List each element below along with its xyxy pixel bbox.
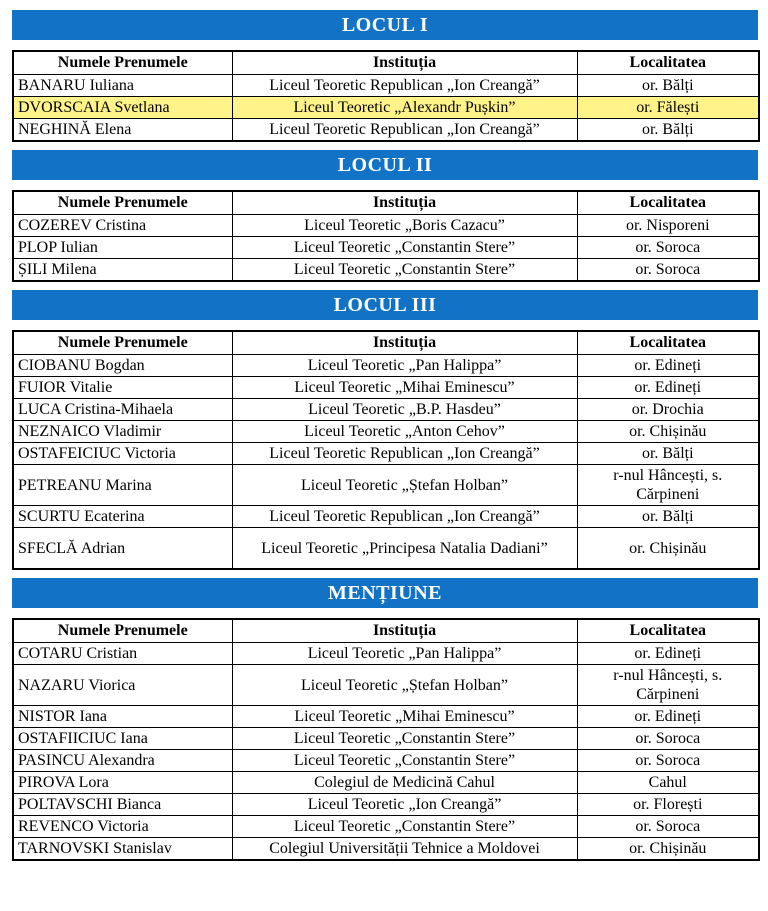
cell-name: PLOP Iulian (13, 237, 232, 259)
table-row (13, 215, 759, 237)
table-row (13, 421, 759, 443)
cell-institution: Liceul Teoretic „Boris Cazacu” (232, 215, 577, 237)
cell-institution: Liceul Teoretic Republican „Ion Creangă” (232, 119, 577, 142)
table-row (13, 706, 759, 728)
cell-institution: Liceul Teoretic „Principesa Natalia Dadiani” (232, 528, 577, 570)
cell-name: LUCA Cristina-Mihaela (13, 399, 232, 421)
cell-locality: or. Edineți (577, 355, 759, 377)
cell-institution: Colegiul de Medicină Cahul (232, 772, 577, 794)
column-header-institution: Instituția (232, 191, 577, 215)
table-row (13, 399, 759, 421)
table-row (13, 75, 759, 97)
cell-institution: Liceul Teoretic „Mihai Eminescu” (232, 706, 577, 728)
table-row (13, 506, 759, 528)
cell-locality: or. Chișinău (577, 838, 759, 861)
table-row-highlighted (13, 97, 759, 119)
cell-name: BANARU Iuliana (13, 75, 232, 97)
column-header-institution: Instituția (232, 51, 577, 75)
cell-locality: or. Bălți (577, 119, 759, 142)
cell-name: NEZNAICO Vladimir (13, 421, 232, 443)
table-row (13, 259, 759, 282)
column-header-locality: Localitatea (577, 51, 759, 75)
cell-name: DVORSCAIA Svetlana (13, 97, 232, 119)
cell-locality: or. Edineți (577, 377, 759, 399)
column-header-locality: Localitatea (577, 191, 759, 215)
cell-locality: or. Nisporeni (577, 215, 759, 237)
section-title: LOCUL I (12, 10, 758, 40)
cell-locality: or. Edineți (577, 706, 759, 728)
table-row (13, 355, 759, 377)
table-row (13, 443, 759, 465)
cell-name: CIOBANU Bogdan (13, 355, 232, 377)
cell-locality: or. Soroca (577, 728, 759, 750)
table-header-row (13, 619, 759, 643)
table-row (13, 750, 759, 772)
cell-locality: or. Bălți (577, 75, 759, 97)
table-row (13, 119, 759, 142)
cell-institution: Liceul Teoretic „Constantin Stere” (232, 237, 577, 259)
table-row (13, 665, 759, 706)
cell-locality: or. Soroca (577, 816, 759, 838)
cell-institution: Liceul Teoretic „B.P. Hasdeu” (232, 399, 577, 421)
cell-institution: Liceul Teoretic „Constantin Stere” (232, 728, 577, 750)
section-title: LOCUL II (12, 150, 758, 180)
cell-name: PIROVA Lora (13, 772, 232, 794)
table-row (13, 465, 759, 506)
table-header-row (13, 51, 759, 75)
table-row (13, 528, 759, 570)
column-header-name: Numele Prenumele (13, 191, 232, 215)
results-table (12, 330, 760, 570)
cell-name: OSTAFIICIUC Iana (13, 728, 232, 750)
section-locul-1 (12, 10, 758, 142)
results-document (12, 10, 758, 869)
table-row (13, 237, 759, 259)
cell-name: POLTAVSCHI Bianca (13, 794, 232, 816)
cell-locality: or. Chișinău (577, 528, 759, 570)
table-row (13, 794, 759, 816)
table-row (13, 643, 759, 665)
cell-name: FUIOR Vitalie (13, 377, 232, 399)
cell-institution: Liceul Teoretic „Constantin Stere” (232, 816, 577, 838)
cell-institution: Liceul Teoretic Republican „Ion Creangă” (232, 506, 577, 528)
table-row (13, 772, 759, 794)
results-table (12, 618, 760, 861)
column-header-name: Numele Prenumele (13, 331, 232, 355)
results-table (12, 190, 760, 282)
cell-name: ȘILI Milena (13, 259, 232, 282)
cell-institution: Liceul Teoretic „Ștefan Holban” (232, 465, 577, 506)
column-header-name: Numele Prenumele (13, 619, 232, 643)
cell-locality: or. Bălți (577, 443, 759, 465)
cell-name: NEGHINĂ Elena (13, 119, 232, 142)
cell-institution: Liceul Teoretic „Alexandr Pușkin” (232, 97, 577, 119)
cell-institution: Liceul Teoretic „Ștefan Holban” (232, 665, 577, 706)
cell-institution: Liceul Teoretic Republican „Ion Creangă” (232, 443, 577, 465)
column-header-institution: Instituția (232, 619, 577, 643)
results-table (12, 50, 760, 142)
cell-locality: or. Bălți (577, 506, 759, 528)
section-locul-2 (12, 150, 758, 282)
column-header-locality: Localitatea (577, 331, 759, 355)
section-title: MENȚIUNE (12, 578, 758, 608)
cell-locality: or. Florești (577, 794, 759, 816)
cell-name: PASINCU Alexandra (13, 750, 232, 772)
cell-name: OSTAFEICIUC Victoria (13, 443, 232, 465)
column-header-institution: Instituția (232, 331, 577, 355)
cell-locality: r-nul Hâncești, s. Cărpineni (577, 665, 759, 706)
cell-locality: or. Chișinău (577, 421, 759, 443)
cell-name: SCURTU Ecaterina (13, 506, 232, 528)
cell-name: COZEREV Cristina (13, 215, 232, 237)
cell-locality: or. Soroca (577, 750, 759, 772)
table-row (13, 838, 759, 861)
cell-locality: or. Soroca (577, 237, 759, 259)
section-locul-3 (12, 290, 758, 570)
cell-name: NISTOR Iana (13, 706, 232, 728)
table-row (13, 728, 759, 750)
cell-locality: Cahul (577, 772, 759, 794)
cell-locality: or. Drochia (577, 399, 759, 421)
table-row (13, 816, 759, 838)
cell-institution: Liceul Teoretic „Anton Cehov” (232, 421, 577, 443)
cell-locality: or. Edineți (577, 643, 759, 665)
cell-name: SFECLĂ Adrian (13, 528, 232, 570)
cell-institution: Liceul Teoretic „Constantin Stere” (232, 259, 577, 282)
cell-institution: Liceul Teoretic „Ion Creangă” (232, 794, 577, 816)
section-title: LOCUL III (12, 290, 758, 320)
cell-name: PETREANU Marina (13, 465, 232, 506)
table-header-row (13, 191, 759, 215)
column-header-locality: Localitatea (577, 619, 759, 643)
cell-name: NAZARU Viorica (13, 665, 232, 706)
cell-institution: Liceul Teoretic „Constantin Stere” (232, 750, 577, 772)
column-header-name: Numele Prenumele (13, 51, 232, 75)
cell-institution: Liceul Teoretic „Pan Halippa” (232, 355, 577, 377)
cell-locality: r-nul Hâncești, s. Cărpineni (577, 465, 759, 506)
cell-institution: Liceul Teoretic „Pan Halippa” (232, 643, 577, 665)
cell-institution: Liceul Teoretic Republican „Ion Creangă” (232, 75, 577, 97)
cell-name: REVENCO Victoria (13, 816, 232, 838)
cell-locality: or. Soroca (577, 259, 759, 282)
cell-locality: or. Fălești (577, 97, 759, 119)
table-row (13, 377, 759, 399)
cell-name: COTARU Cristian (13, 643, 232, 665)
cell-institution: Liceul Teoretic „Mihai Eminescu” (232, 377, 577, 399)
cell-institution: Colegiul Universității Tehnice a Moldovei (232, 838, 577, 861)
cell-name: TARNOVSKI Stanislav (13, 838, 232, 861)
table-header-row (13, 331, 759, 355)
section-mentiune (12, 578, 758, 861)
